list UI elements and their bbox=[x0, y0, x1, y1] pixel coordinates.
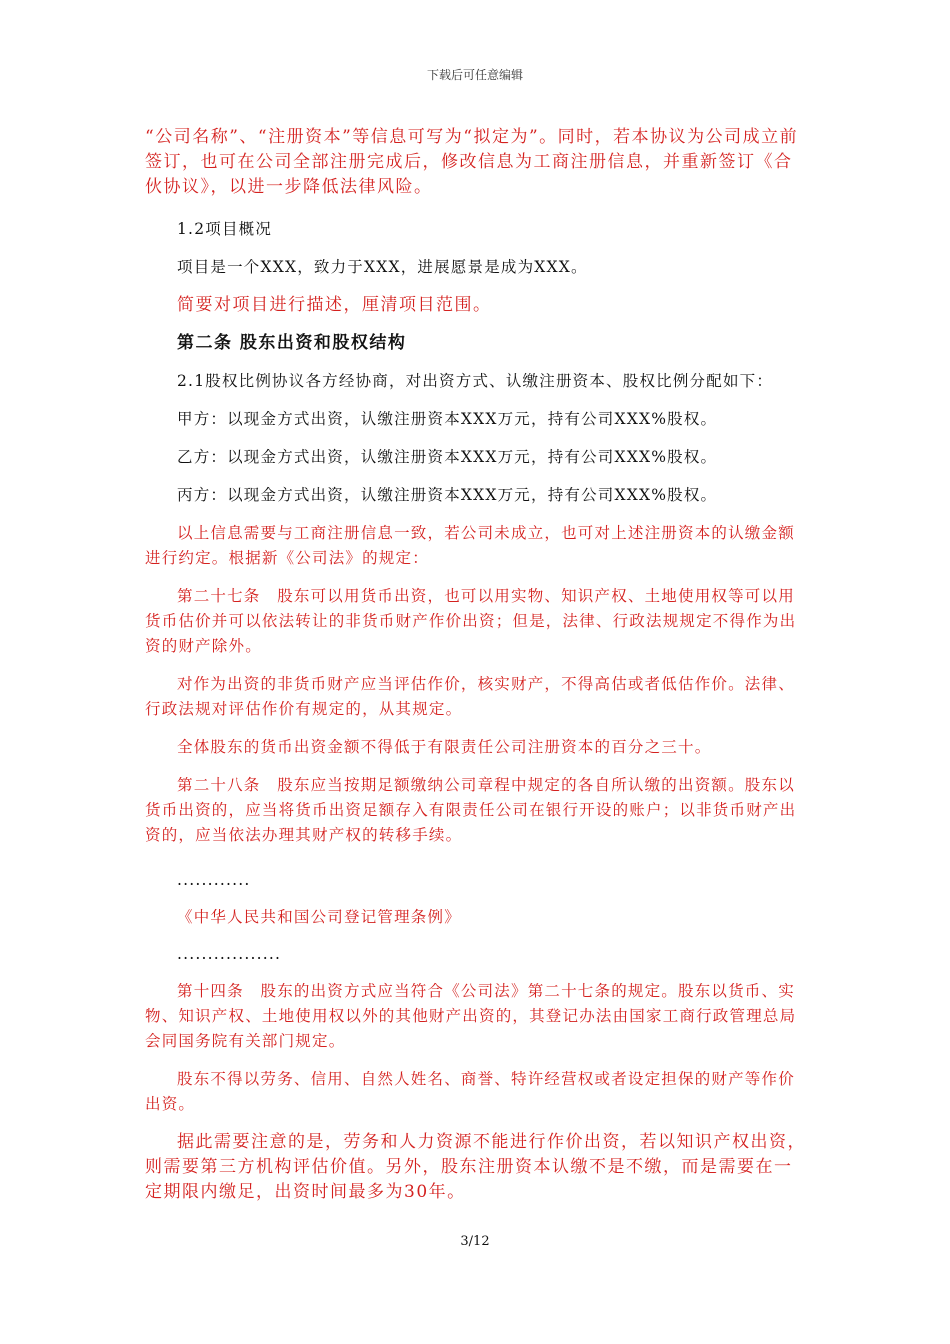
law-quote-paragraph: 股东不得以劳务、信用、自然人姓名、商誉、特许经营权或者设定担保的财产等作价出资。 bbox=[145, 1070, 795, 1113]
law-quote-paragraph: 第二十八条 股东应当按期足额缴纳公司章程中规定的各自所认缴的出资额。股东以货币出资的，应当将货币出资足额存入有限责任公司在银行开设的账户；以非货币财产出资的，应当依法办理其财产权的转移手续。 bbox=[145, 776, 797, 844]
law-quote-paragraph: 第二十七条 股东可以用货币出资，也可以用实物、知识产权、土地使用权等可以用货币估价并可以依法转让的非货币财产作价出资；但是，法律、行政法规规定不得作为出资的财产除外。 bbox=[145, 587, 797, 655]
body-paragraph: 乙方：以现金方式出资，认缴注册资本XXX万元，持有公司XXX%股权。 bbox=[177, 448, 718, 466]
annotation-paragraph: “公司名称”、“注册资本”等信息可写为“拟定为”。同时，若本协议为公司成立前签订，也可在公司全部注册完成后，修改信息为工商注册信息，并重新签订《合伙协议》，以进一步降低法律风险。 bbox=[145, 127, 799, 197]
law-title: 《中华人民共和国公司登记管理条例》 bbox=[177, 908, 461, 926]
body-paragraph: 甲方：以现金方式出资，认缴注册资本XXX万元，持有公司XXX%股权。 bbox=[177, 410, 718, 428]
page-number: 3/12 bbox=[460, 1234, 490, 1249]
ellipsis-separator: ................. bbox=[177, 945, 282, 963]
body-paragraph: 丙方：以现金方式出资，认缴注册资本XXX万元，持有公司XXX%股权。 bbox=[177, 486, 718, 504]
ellipsis-separator: ............ bbox=[177, 871, 251, 889]
body-paragraph: 项目是一个XXX，致力于XXX，进展愿景是成为XXX。 bbox=[177, 258, 588, 276]
annotation-paragraph: 据此需要注意的是，劳务和人力资源不能进行作价出资，若以知识产权出资，则需要第三方机构评估价值。另外，股东注册资本认缴不是不缴，而是需要在一定期限内缴足，出资时间最多为30年。 bbox=[145, 1132, 806, 1202]
law-quote-paragraph: 全体股东的货币出资金额不得低于有限责任公司注册资本的百分之三十。 bbox=[177, 738, 712, 756]
section-heading: 1.2项目概况 bbox=[177, 220, 273, 238]
annotation-paragraph: 简要对项目进行描述，厘清项目范围。 bbox=[177, 295, 492, 315]
page-header: 下载后可任意编辑 bbox=[426, 68, 523, 82]
article-heading: 第二条 股东出资和股权结构 bbox=[177, 333, 407, 353]
document-body bbox=[145, 125, 810, 1205]
law-quote-paragraph: 第十四条 股东的出资方式应当符合《公司法》第二十七条的规定。股东以货币、实物、知识产权、土地使用权以外的其他财产出资的，其登记办法由国家工商行政管理总局会同国务院有关部门规定。 bbox=[145, 982, 797, 1050]
annotation-paragraph: 以上信息需要与工商注册信息一致，若公司未成立，也可对上述注册资本的认缴金额进行约定。根据新《公司法》的规定： bbox=[145, 524, 795, 567]
law-quote-paragraph: 对作为出资的非货币财产应当评估作价，核实财产，不得高估或者低估作价。法律、行政法规对评估作价有规定的，从其规定。 bbox=[145, 675, 795, 718]
body-paragraph: 2.1股权比例协议各方经协商，对出资方式、认缴注册资本、股权比例分配如下： bbox=[177, 372, 774, 390]
